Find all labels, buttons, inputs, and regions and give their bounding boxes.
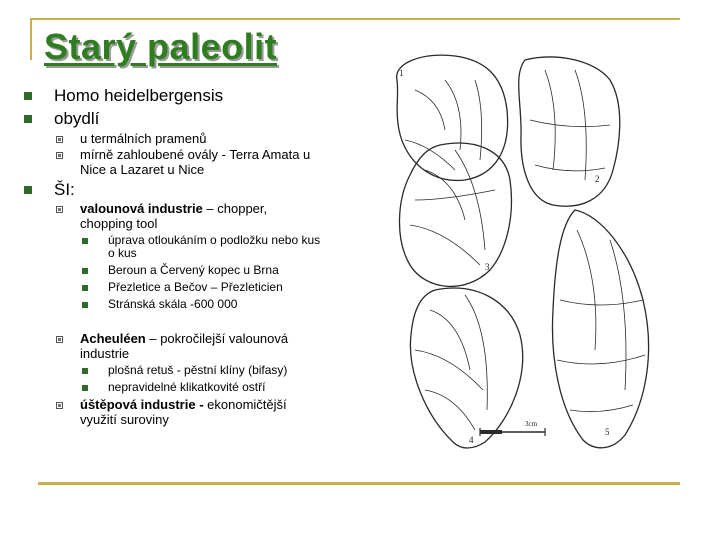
list-item [82, 364, 287, 377]
list-item-rest: – chopper, [202, 201, 268, 216]
list-item-bold: úštěpová industrie - [80, 397, 204, 412]
list-item-continuation [108, 247, 137, 260]
list-item-continuation [80, 217, 157, 231]
bullet-marker [82, 385, 88, 391]
stone-tool-5 [552, 210, 648, 448]
bullet-marker [56, 136, 63, 143]
list-item [56, 148, 310, 162]
list-item-text: mírně zahloubené ovály - Terra Amata u [80, 147, 311, 162]
list-item [56, 202, 267, 216]
page-title: Starý paleolit [44, 26, 278, 67]
bullet-marker [56, 152, 63, 159]
stone-tool-2 [519, 57, 620, 206]
list-item [24, 109, 99, 129]
list-item-bold: valounová industrie [80, 201, 203, 216]
list-item-text: Beroun a Červený kopec u Brna [108, 263, 279, 277]
stone-tool-1 [397, 55, 508, 180]
stone-tools-illustration [385, 50, 685, 450]
top-rule [30, 18, 680, 20]
list-item-text: chopping tool [80, 216, 158, 231]
list-item-text [80, 202, 267, 216]
list-item [82, 298, 237, 311]
figure-label-5: 5 [605, 427, 610, 437]
list-item-text: obydlí [54, 109, 100, 128]
list-item [56, 332, 288, 346]
list-item-text: využití suroviny [80, 412, 169, 427]
list-item-rest: – pokročilejší valounová [145, 331, 289, 346]
bullet-marker [82, 302, 88, 308]
list-item [24, 86, 223, 106]
list-item-bold: Acheuléen [80, 331, 146, 346]
figure-label-4: 4 [469, 435, 474, 445]
bottom-rule [38, 482, 680, 485]
figure-label-3: 3 [485, 262, 490, 272]
bullet-marker [56, 402, 63, 409]
list-item-rest: ekonomičtější [203, 397, 287, 412]
list-item-text: u termálních pramenů [80, 131, 207, 146]
list-item-text: Přezletice a Bečov – Přezleticien [108, 280, 283, 294]
list-item-text: nepravidelné klikatkovité ostří [108, 380, 266, 394]
list-item-text: ŠI: [54, 180, 75, 199]
list-item-continuation [80, 163, 204, 177]
list-item-text: industrie [80, 346, 130, 361]
list-item [82, 381, 265, 394]
list-item [56, 132, 206, 146]
list-item-continuation [80, 413, 169, 427]
list-item-text: úprava otloukáním o podložku nebo kus [108, 233, 321, 247]
list-item [82, 281, 283, 294]
bullet-marker [24, 92, 32, 100]
left-rule [30, 18, 32, 60]
bullet-marker [82, 238, 88, 244]
list-item-text: Stránská skála -600 000 [108, 297, 238, 311]
list-item-text: plošná retuš - pěstní klíny (bifasy) [108, 363, 288, 377]
bullet-marker [82, 268, 88, 274]
bullet-marker [82, 285, 88, 291]
bullet-marker [82, 368, 88, 374]
list-item-text: o kus [108, 246, 137, 260]
list-item-text: Nice a Lazaret u Nice [80, 162, 205, 177]
list-item-text [80, 332, 288, 346]
list-item-text: Homo heidelbergensis [54, 86, 224, 105]
scale-label: 3cm [525, 420, 538, 428]
figure-label-1: 1 [399, 68, 404, 78]
stone-tool-4 [410, 288, 522, 448]
list-item [56, 398, 287, 412]
list-item [82, 264, 279, 277]
list-item [24, 180, 75, 200]
bullet-marker [24, 186, 32, 194]
bullet-marker [56, 206, 63, 213]
bullet-marker [56, 336, 63, 343]
figure-label-2: 2 [595, 174, 600, 184]
list-item-text [80, 398, 287, 412]
bullet-marker [24, 115, 32, 123]
list-item-continuation [80, 347, 129, 361]
